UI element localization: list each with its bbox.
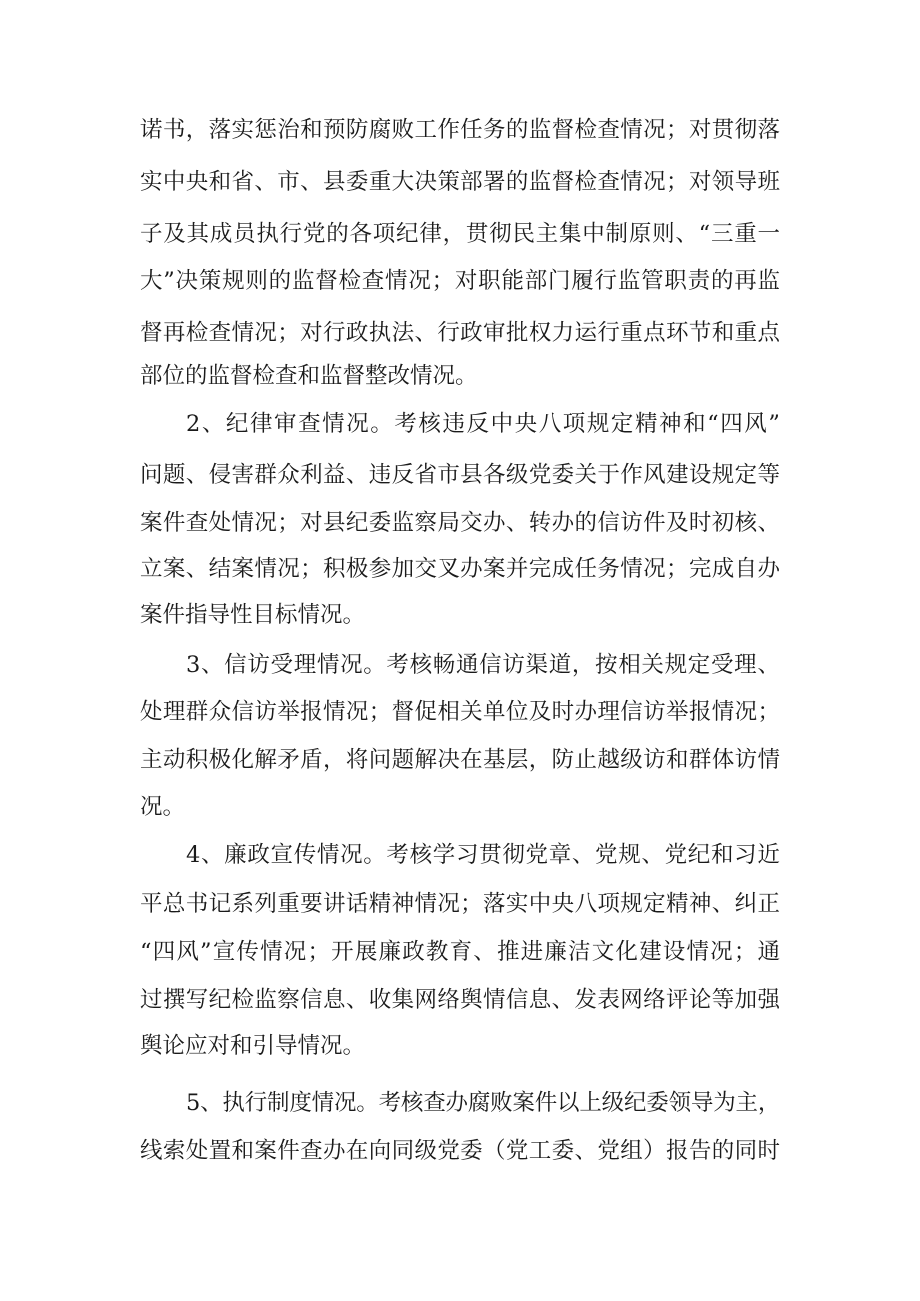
text-line: 子及其成员执行党的各项纪律，贯彻民主集中制原则、“三重一 — [140, 221, 781, 247]
text-line: 线索处置和案件查办在向同级党委（党工委、党组）报告的同时 — [140, 1138, 781, 1164]
text-line: 立案、结案情况；积极参加交叉办案并完成任务情况；完成自办 — [140, 556, 781, 582]
text-line: 况。 — [140, 794, 186, 820]
text-line: 问题、侵害群众利益、违反省市县各级党委关于作风建设规定等 — [140, 462, 781, 488]
text-line: 部位的监督检查和监督整改情况。 — [140, 363, 478, 389]
paragraph-4-first-line: 4、廉政宣传情况。考核学习贯彻党章、党规、党纪和习近 — [186, 842, 781, 868]
text-line: 主动积极化解矛盾，将问题解决在基层，防止越级访和群体访情 — [140, 747, 781, 773]
text-line: 诺书，落实惩治和预防腐败工作任务的监督检查情况；对贯彻落 — [140, 117, 781, 143]
text-line: “四风”宣传情况；开展廉政教育、推进廉洁文化建设情况；通 — [140, 939, 782, 965]
text-line: 处理群众信访举报情况；督促相关单位及时办理信访举报情况； — [140, 699, 781, 725]
paragraph-3-first-line: 3、信访受理情况。考核畅通信访渠道，按相关规定受理、 — [186, 652, 781, 678]
text-line: 案件查处情况；对县纪委监察局交办、转办的信访件及时初核、 — [140, 510, 781, 536]
paragraph-5-first-line: 5、执行制度情况。考核查办腐败案件以上级纪委领导为主， — [186, 1090, 781, 1116]
text-line: 过撰写纪检监察信息、收集网络舆情信息、发表网络评论等加强 — [140, 987, 781, 1013]
paragraph-2-first-line: 2、纪律审查情况。考核违反中央八项规定精神和“四风” — [186, 411, 782, 437]
text-line: 舆论应对和引导情况。 — [140, 1033, 366, 1059]
text-line: 实中央和省、市、县委重大决策部署的监督检查情况；对领导班 — [140, 169, 781, 195]
text-line: 平总书记系列重要讲话精神情况；落实中央八项规定精神、纠正 — [140, 891, 781, 917]
text-line: 案件指导性目标情况。 — [140, 602, 366, 628]
text-line: 大”决策规则的监督检查情况；对职能部门履行监管职责的再监 — [140, 268, 781, 294]
text-line: 督再检查情况；对行政执法、行政审批权力运行重点环节和重点 — [140, 320, 781, 346]
